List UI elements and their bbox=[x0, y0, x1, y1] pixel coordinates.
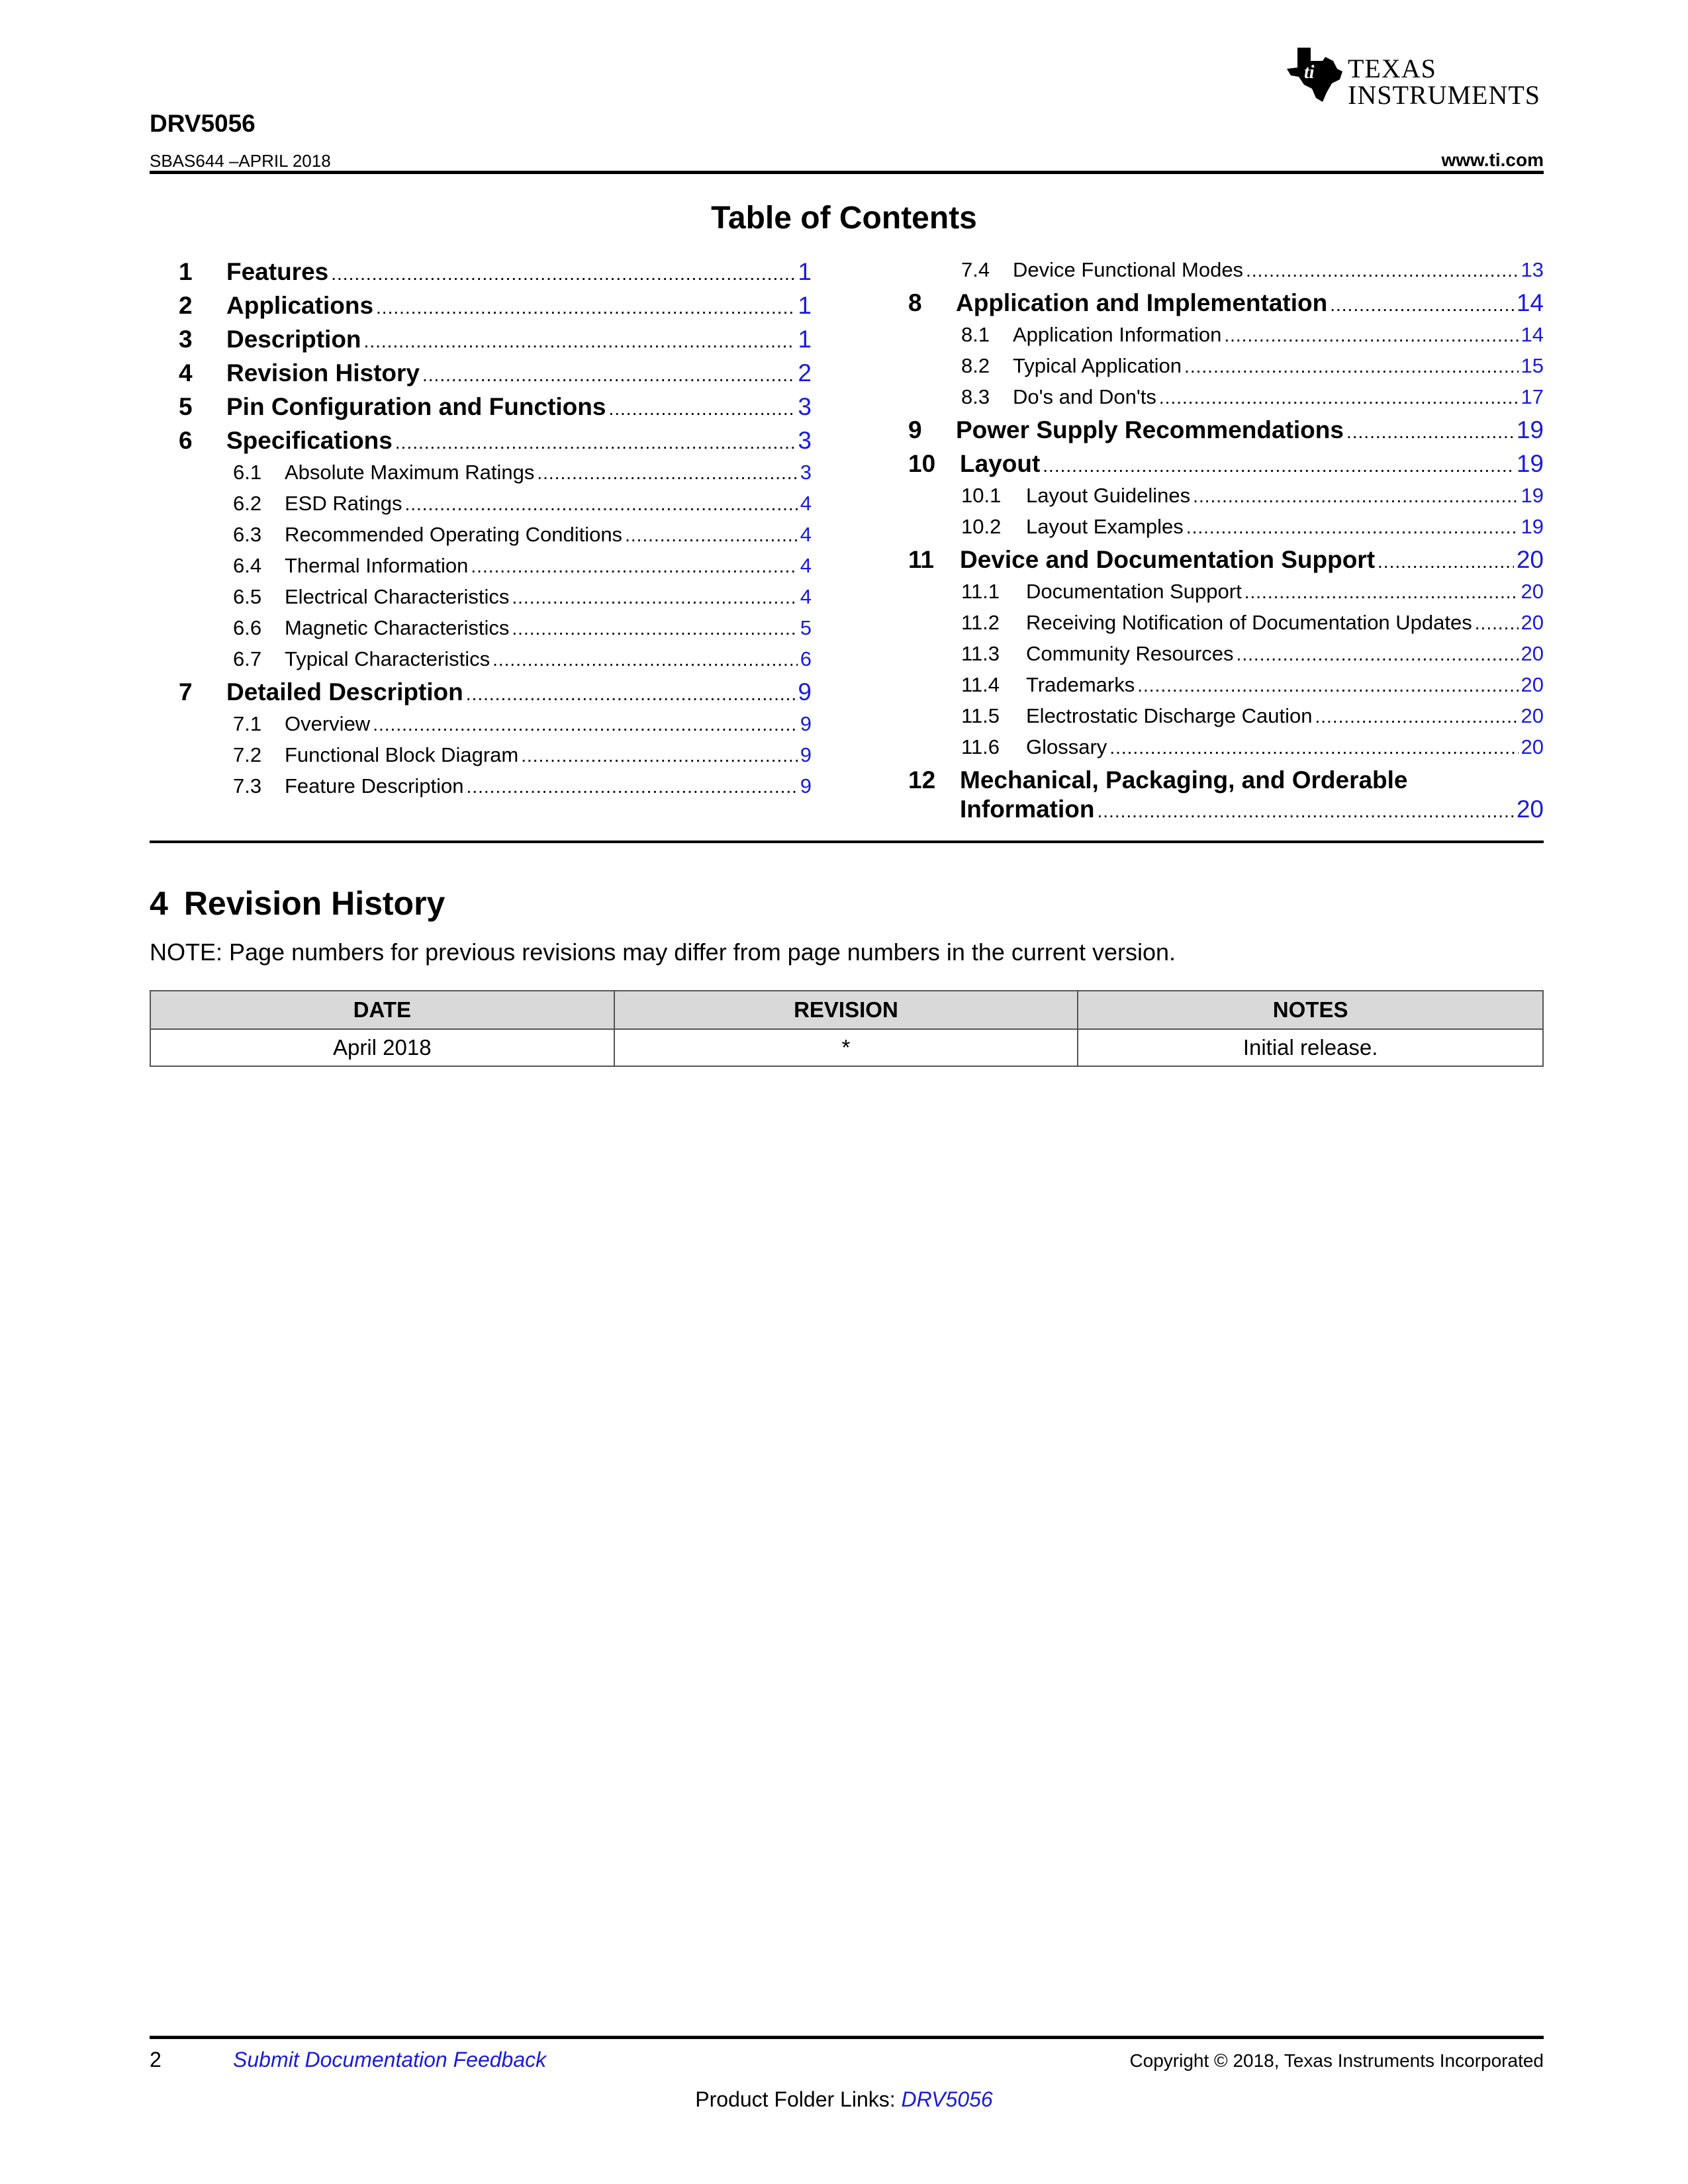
toc-entry-label: Specifications bbox=[226, 427, 393, 454]
toc-page-link[interactable]: 4 bbox=[800, 492, 812, 515]
toc-entry-label: Layout Examples bbox=[1026, 515, 1184, 538]
toc-entry-label: Mechanical, Packaging, and Orderable bbox=[960, 766, 1408, 794]
toc-entry-number: 12 bbox=[908, 766, 936, 794]
toc-page-link[interactable]: 4 bbox=[800, 585, 812, 608]
feedback-link[interactable]: Submit Documentation Feedback bbox=[233, 2048, 547, 2071]
toc-leader-dots bbox=[395, 432, 796, 453]
toc-entry-number: 10.1 bbox=[961, 484, 1002, 507]
toc-leader-dots bbox=[512, 618, 797, 639]
toc-entry-label: Features bbox=[226, 258, 329, 285]
toc-page-link[interactable]: 19 bbox=[1521, 515, 1544, 538]
toc-entry-number: 6.3 bbox=[233, 523, 262, 546]
section-number: 4 bbox=[150, 885, 168, 922]
toc-leader-dots bbox=[1237, 644, 1519, 665]
toc-entry-label: Typical Application bbox=[1013, 354, 1182, 377]
toc-leader-dots bbox=[364, 331, 796, 352]
toc-entry[interactable] bbox=[908, 416, 1544, 450]
toc-subentry[interactable] bbox=[179, 616, 812, 647]
toc-entry-number: 10 bbox=[908, 450, 936, 477]
toc-entry[interactable] bbox=[179, 359, 812, 393]
toc-leader-dots bbox=[1224, 325, 1518, 346]
toc-entry-number: 6.4 bbox=[233, 554, 262, 577]
toc-leader-dots bbox=[512, 587, 797, 608]
toc-entry-label: Layout Guidelines bbox=[1026, 484, 1191, 507]
folder-prefix: Product Folder Links: bbox=[695, 2087, 896, 2111]
copyright: Copyright © 2018, Texas Instruments Incorporated bbox=[1129, 2050, 1544, 2071]
header-rule bbox=[150, 171, 1544, 174]
toc-page-link[interactable]: 5 bbox=[800, 616, 812, 639]
toc-entry-number: 11.6 bbox=[961, 735, 1000, 758]
toc-page-link[interactable]: 6 bbox=[800, 647, 812, 670]
toc-page-link[interactable]: 14 bbox=[1521, 323, 1544, 346]
toc-page-link[interactable]: 1 bbox=[798, 258, 812, 285]
toc-subentry[interactable] bbox=[179, 585, 812, 616]
toc-entry-number: 5 bbox=[179, 393, 193, 420]
toc-page-link[interactable]: 4 bbox=[800, 523, 812, 546]
toc-leader-dots bbox=[1186, 517, 1519, 538]
cell-date: April 2018 bbox=[150, 1029, 614, 1066]
toc-entry-label: Application Information bbox=[1013, 323, 1222, 346]
toc-entry-number: 7.2 bbox=[233, 743, 262, 766]
toc-entry-label: Magnetic Characteristics bbox=[285, 616, 510, 639]
toc-page-link[interactable]: 19 bbox=[1516, 416, 1544, 443]
toc-subentry[interactable] bbox=[179, 523, 812, 554]
toc-entry[interactable] bbox=[179, 292, 812, 326]
toc-entry-number: 7.3 bbox=[233, 774, 262, 797]
toc-leader-dots bbox=[1193, 486, 1518, 507]
toc-page-link[interactable]: 20 bbox=[1521, 580, 1544, 603]
toc-entry-label: Glossary bbox=[1026, 735, 1107, 758]
toc-entry-number: 8.3 bbox=[961, 385, 990, 408]
toc-entry-label: Do's and Don'ts bbox=[1013, 385, 1156, 408]
toc-page-link[interactable]: 17 bbox=[1521, 385, 1544, 408]
toc-subentry[interactable] bbox=[908, 484, 1544, 515]
toc-entry-label: Applications bbox=[226, 292, 374, 319]
toc-page-link[interactable]: 20 bbox=[1516, 796, 1544, 823]
toc-subentry[interactable] bbox=[908, 515, 1544, 546]
toc-page-link[interactable]: 20 bbox=[1521, 704, 1544, 727]
page-number: 2 bbox=[150, 2048, 162, 2071]
toc-page-link[interactable]: 20 bbox=[1521, 673, 1544, 696]
toc-entry-label: Community Resources bbox=[1026, 642, 1234, 665]
toc-page-link[interactable]: 14 bbox=[1516, 289, 1544, 316]
toc-entry-label: Power Supply Recommendations bbox=[956, 416, 1344, 443]
toc-title: Table of Contents bbox=[711, 201, 977, 236]
toc-subentry[interactable] bbox=[908, 704, 1544, 735]
toc-entry-label: ESD Ratings bbox=[285, 492, 402, 515]
toc-leader-dots bbox=[521, 745, 798, 766]
toc-page-link[interactable]: 20 bbox=[1516, 546, 1544, 573]
table-header-row bbox=[150, 991, 1543, 1029]
website-link[interactable]: www.ti.com bbox=[1441, 150, 1544, 170]
toc-entry[interactable] bbox=[908, 546, 1544, 580]
toc-leader-dots bbox=[625, 525, 798, 546]
toc-entry-label: Device and Documentation Support bbox=[960, 546, 1376, 573]
toc-leader-dots bbox=[1246, 260, 1518, 281]
table-row bbox=[150, 1029, 1543, 1066]
toc-leader-dots bbox=[1244, 582, 1519, 603]
toc-entry-number: 11.3 bbox=[961, 642, 1000, 665]
toc-subentry[interactable] bbox=[908, 611, 1544, 642]
toc-leader-dots bbox=[466, 684, 796, 705]
toc-entry-number: 6 bbox=[179, 427, 193, 454]
toc-entry-label: Pin Configuration and Functions bbox=[226, 393, 606, 420]
toc-entry-label: Trademarks bbox=[1026, 673, 1135, 696]
toc-subentry[interactable] bbox=[179, 774, 812, 805]
toc-subentry[interactable] bbox=[179, 461, 812, 492]
toc-page-link[interactable]: 4 bbox=[800, 554, 812, 577]
toc-entry-number: 11.2 bbox=[961, 611, 1000, 634]
toc-entry-number: 6.1 bbox=[233, 461, 262, 484]
toc-leader-dots bbox=[1159, 387, 1519, 408]
toc-entry-number: 11.5 bbox=[961, 704, 1000, 727]
toc-leader-dots bbox=[1330, 295, 1514, 316]
toc-subentry[interactable] bbox=[908, 735, 1544, 766]
toc-page-link[interactable]: 9 bbox=[798, 678, 812, 705]
toc-entry-number: 6.6 bbox=[233, 616, 262, 639]
toc-leader-dots bbox=[537, 463, 797, 484]
toc-entry-label: Electrical Characteristics bbox=[285, 585, 510, 608]
toc-entry-label: Information bbox=[960, 796, 1095, 823]
toc-entry-label: Device Functional Modes bbox=[1013, 258, 1244, 281]
toc-entry-number: 4 bbox=[179, 359, 193, 387]
toc-entry-label: Overview bbox=[285, 712, 371, 735]
toc-entry-number: 10.2 bbox=[961, 515, 1002, 538]
toc-entry-number: 6.5 bbox=[233, 585, 262, 608]
toc-entry-continuation[interactable] bbox=[908, 796, 1544, 829]
toc-page-link[interactable]: 1 bbox=[798, 326, 812, 353]
toc-leader-dots bbox=[1315, 706, 1518, 727]
toc-page-link[interactable]: 19 bbox=[1521, 484, 1544, 507]
product-folder-links bbox=[0, 2087, 1688, 2112]
texas-state-icon bbox=[1284, 46, 1345, 103]
toc-leader-dots bbox=[1475, 613, 1519, 634]
toc-page-link[interactable]: 20 bbox=[1521, 735, 1544, 758]
toc-subentry[interactable] bbox=[908, 580, 1544, 611]
toc-leader-dots bbox=[1097, 801, 1513, 822]
toc-entry[interactable] bbox=[908, 289, 1544, 323]
toc-leader-dots bbox=[1346, 422, 1514, 443]
toc-page-link[interactable]: 15 bbox=[1521, 354, 1544, 377]
toc-page-link[interactable]: 9 bbox=[800, 712, 812, 735]
toc-entry[interactable] bbox=[179, 258, 812, 292]
toc-leader-dots bbox=[1137, 675, 1518, 696]
toc-page-link[interactable]: 20 bbox=[1521, 642, 1544, 665]
toc-entry-number: 6.7 bbox=[233, 647, 262, 670]
product-folder-link[interactable]: DRV5056 bbox=[901, 2087, 993, 2111]
toc-leader-dots bbox=[471, 556, 797, 577]
toc-entry[interactable] bbox=[179, 393, 812, 427]
toc-entry-label: Documentation Support bbox=[1026, 580, 1242, 603]
toc-page-link[interactable]: 2 bbox=[798, 359, 812, 387]
toc-entry-label: Receiving Notification of Documentation Updates bbox=[1026, 611, 1472, 634]
toc-subentry[interactable] bbox=[179, 712, 812, 743]
toc-entry-label: Electrostatic Discharge Caution bbox=[1026, 704, 1313, 727]
toc-subentry[interactable] bbox=[179, 554, 812, 585]
cell-notes: Initial release. bbox=[1078, 1029, 1543, 1066]
toc-page-link[interactable]: 19 bbox=[1516, 450, 1544, 477]
toc-page-link[interactable]: 1 bbox=[798, 292, 812, 319]
logo-line2: INSTRUMENTS bbox=[1348, 80, 1541, 110]
toc-page-link[interactable]: 20 bbox=[1521, 611, 1544, 634]
toc-entry-label: Absolute Maximum Ratings bbox=[285, 461, 535, 484]
toc-page-link[interactable]: 3 bbox=[798, 393, 812, 420]
ti-logo bbox=[1284, 46, 1542, 113]
toc-page-link[interactable]: 13 bbox=[1521, 258, 1544, 281]
revision-table bbox=[150, 990, 1544, 1067]
toc-leader-dots bbox=[492, 649, 798, 670]
toc-entry-label: Revision History bbox=[226, 359, 420, 387]
toc-entry-label: Recommended Operating Conditions bbox=[285, 523, 623, 546]
toc-entry[interactable] bbox=[179, 678, 812, 712]
toc-subentry[interactable] bbox=[179, 743, 812, 774]
toc-leader-dots bbox=[404, 494, 797, 515]
toc-entry-label: Thermal Information bbox=[285, 554, 469, 577]
toc-page-link[interactable]: 9 bbox=[800, 774, 812, 797]
toc-entry-number: 7.1 bbox=[233, 712, 262, 735]
toc-entry-number: 3 bbox=[179, 326, 193, 353]
svg-text:ti: ti bbox=[1304, 62, 1315, 83]
toc-leader-dots bbox=[1109, 737, 1518, 758]
toc-leader-dots bbox=[1378, 551, 1514, 572]
toc-entry-number: 7 bbox=[179, 678, 193, 705]
revision-note: NOTE: Page numbers for previous revisions may differ from page numbers in the current version. bbox=[150, 938, 1176, 966]
toc-leader-dots bbox=[608, 398, 795, 420]
toc-leader-dots bbox=[467, 776, 798, 797]
toc-entry-label: Layout bbox=[960, 450, 1041, 477]
column-header-revision: REVISION bbox=[614, 991, 1078, 1029]
toc-entry[interactable] bbox=[908, 766, 1544, 796]
toc-entry-number: 1 bbox=[179, 258, 193, 285]
toc-subentry[interactable] bbox=[179, 647, 812, 678]
toc-entry-number: 2 bbox=[179, 292, 193, 319]
column-header-date: DATE bbox=[150, 991, 614, 1029]
toc-entry[interactable] bbox=[908, 450, 1544, 484]
toc-subentry[interactable] bbox=[179, 492, 812, 523]
toc-leader-dots bbox=[331, 263, 795, 285]
column-header-notes: NOTES bbox=[1078, 991, 1543, 1029]
toc-entry-label: Application and Implementation bbox=[956, 289, 1328, 316]
toc-page-link[interactable]: 9 bbox=[800, 743, 812, 766]
toc-subentry[interactable] bbox=[908, 642, 1544, 673]
toc-entry-label: Description bbox=[226, 326, 361, 353]
toc-entry-number: 11.4 bbox=[961, 673, 1000, 696]
toc-leader-dots bbox=[1184, 356, 1518, 377]
section-heading bbox=[150, 884, 445, 923]
toc-entry-number: 7.4 bbox=[961, 258, 990, 281]
toc-leader-dots bbox=[373, 714, 798, 735]
toc-left-column bbox=[179, 258, 812, 805]
toc-leader-dots bbox=[422, 365, 795, 386]
toc-entry-number: 8.2 bbox=[961, 354, 990, 377]
toc-page-link[interactable]: 3 bbox=[798, 427, 812, 454]
toc-entry-number: 8.1 bbox=[961, 323, 990, 346]
toc-subentry[interactable] bbox=[908, 258, 1544, 289]
toc-entry-number: 11.1 bbox=[961, 580, 1000, 603]
toc-leader-dots bbox=[1043, 455, 1514, 477]
doc-id: SBAS644 –APRIL 2018 bbox=[150, 151, 331, 171]
logo-line1: TEXAS bbox=[1348, 54, 1436, 83]
toc-subentry[interactable] bbox=[908, 323, 1544, 354]
toc-subentry[interactable] bbox=[908, 673, 1544, 704]
toc-entry-number: 8 bbox=[908, 289, 922, 316]
toc-entry[interactable] bbox=[179, 427, 812, 461]
toc-entry-number: 6.2 bbox=[233, 492, 262, 515]
section-title: Revision History bbox=[183, 885, 445, 922]
doc-number: DRV5056 bbox=[150, 110, 256, 137]
toc-subentry[interactable] bbox=[908, 354, 1544, 385]
toc-rule bbox=[150, 841, 1544, 843]
toc-entry-label: Detailed Description bbox=[226, 678, 463, 705]
toc-entry-label: Typical Characteristics bbox=[285, 647, 491, 670]
toc-leader-dots bbox=[376, 297, 795, 318]
toc-entry-number: 9 bbox=[908, 416, 922, 443]
cell-revision: * bbox=[614, 1029, 1078, 1066]
toc-right-column bbox=[908, 258, 1544, 829]
toc-entry-label: Feature Description bbox=[285, 774, 464, 797]
toc-subentry[interactable] bbox=[908, 385, 1544, 416]
toc-entry-number: 11 bbox=[908, 546, 935, 573]
toc-entry-label: Functional Block Diagram bbox=[285, 743, 519, 766]
toc-entry[interactable] bbox=[179, 326, 812, 359]
toc-page-link[interactable]: 3 bbox=[800, 461, 812, 484]
footer-rule bbox=[150, 2036, 1544, 2039]
